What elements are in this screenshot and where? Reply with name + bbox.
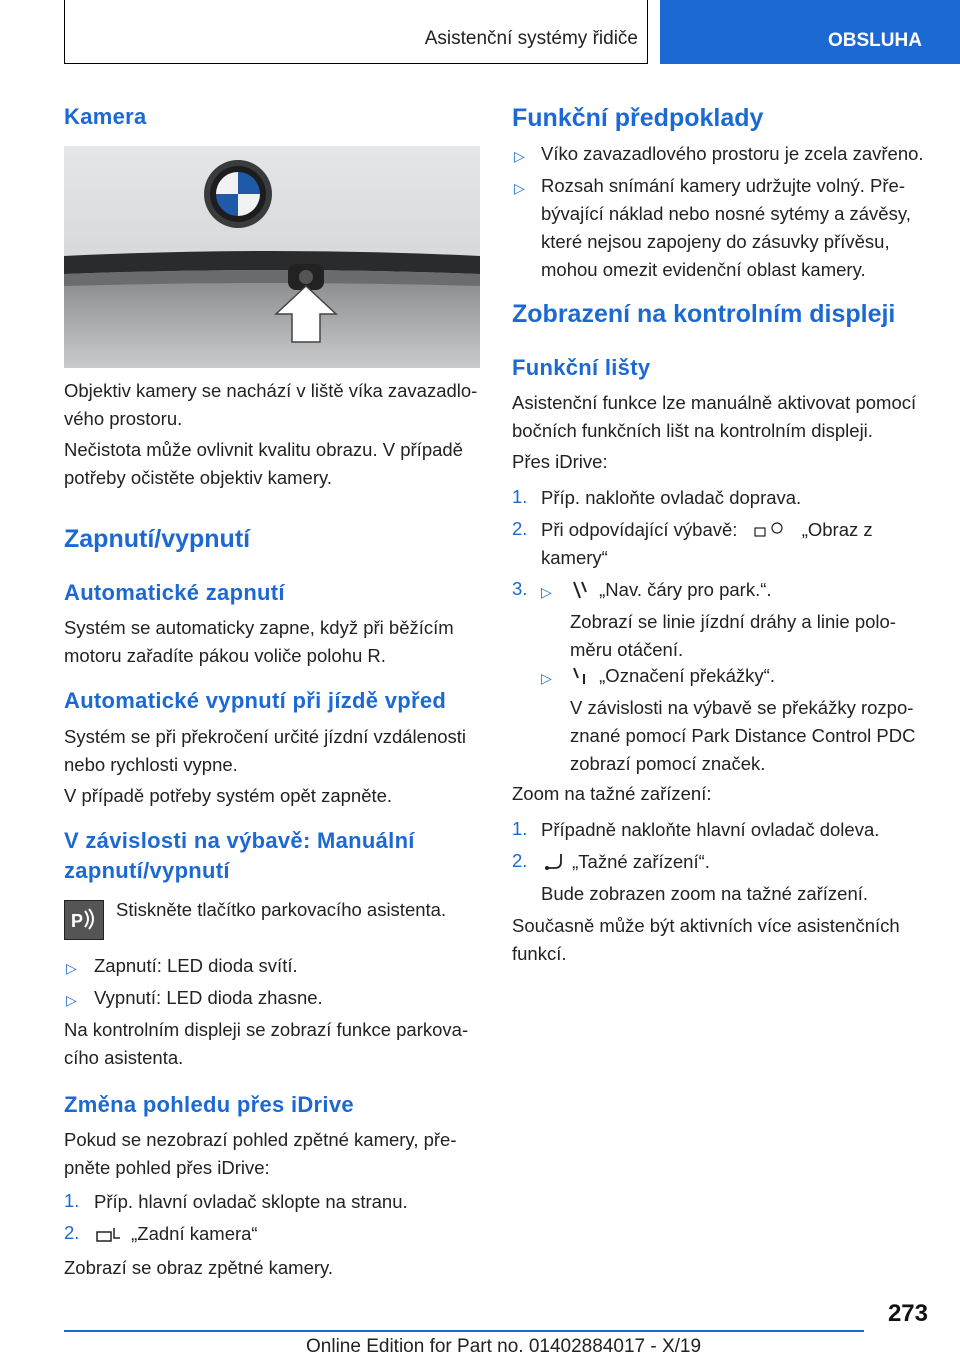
footer-edition: Online Edition for Part no. 01402884017 - X/19: [306, 1336, 702, 1357]
text-multiple-1: Současně může být aktivních více asistenčních: [512, 915, 900, 936]
text-auto-on-1: Systém se automaticky zapne, když při běžícím: [64, 617, 454, 638]
text-display-1: Na kontrolním displeji se zobrazí funkce parkova-: [64, 1019, 469, 1040]
text-zoom-step-2: [541, 848, 710, 876]
text-lid-closed: Víko zavazadlového prostoru je zcela zavřeno.: [541, 143, 924, 164]
heading-zobrazeni: Zobrazení na kontrolním displeji: [512, 300, 896, 328]
heading-kamera: Kamera: [64, 104, 147, 129]
text-result: Zobrazí se obraz zpětné kamery.: [64, 1257, 334, 1278]
chapter-tab-label: OBSLUHA: [828, 30, 922, 51]
step-number: 1.: [512, 818, 528, 839]
bullet-triangle-icon: ▷: [514, 180, 525, 196]
parking-lines-icon: [570, 580, 592, 600]
text-led-on: Zapnutí: LED dioda svítí.: [94, 955, 298, 976]
rear-camera-icon: [96, 1224, 124, 1244]
nav-lines-label: „Nav. čáry pro park.“.: [599, 579, 772, 600]
text-switch-1: Pokud se nezobrazí pohled zpětné kamery, pře-: [64, 1129, 457, 1150]
text-nav-lines-desc-1: Zobrazí se linie jízdní dráhy a linie polo-: [570, 611, 896, 632]
chapter-tab: [660, 0, 960, 64]
step-number: 1.: [512, 486, 528, 507]
text-range-1: Rozsah snímání kamery udržujte volný. Pře-: [541, 175, 905, 196]
text-nav-lines-desc-2: měru otáčení.: [570, 639, 684, 660]
tow-hitch-label: „Tažné zařízení“.: [572, 851, 710, 872]
bullet-triangle-icon: ▷: [541, 584, 552, 600]
heading-auto-vypnuti: Automatické vypnutí při jízdě vpřed: [64, 688, 447, 713]
camera-photo: [64, 146, 480, 368]
text-step-2: [94, 1220, 258, 1248]
text-multiple-2: funkcí.: [512, 943, 567, 964]
text-lens-location-1: Objektiv kamery se nachází v liště víka zavazadlo-: [64, 380, 478, 401]
text-nav-lines: [568, 576, 772, 604]
text-auto-off-1: Systém se při překročení určité jízdní vzdálenosti: [64, 726, 467, 747]
heading-auto-zapnuti: Automatické zapnutí: [64, 580, 285, 605]
text-press-button: Stiskněte tlačítko parkovacího asistenta.: [116, 899, 447, 920]
text-r-step-2: [541, 516, 873, 544]
bullet-triangle-icon: ▷: [66, 992, 77, 1008]
text-r-step-2a: Při odpovídající výbavě:: [541, 519, 738, 540]
text-zoom-hitch: Zoom na tažné zařízení:: [512, 783, 712, 804]
text-step-1: Příp. hlavní ovladač sklopte na stranu.: [94, 1191, 408, 1212]
text-range-2: bývající náklad nebo nosné sytémy a závěsy,: [541, 203, 911, 224]
heading-funkcni: Funkční předpoklady: [512, 104, 764, 132]
heading-lista: Funkční lišty: [512, 355, 651, 380]
text-display-2: cího asistenta.: [64, 1047, 184, 1068]
section-title: Asistenční systémy řidiče: [424, 28, 638, 49]
heading-manual-2: zapnutí/vypnutí: [64, 858, 230, 883]
text-switch-2: pněte pohled přes iDrive:: [64, 1157, 270, 1178]
step-number: 2.: [64, 1222, 80, 1243]
tow-hitch-icon: [543, 852, 565, 872]
heading-zapnuti: Zapnutí/vypnutí: [64, 525, 251, 553]
text-obstacle-desc-2: znané pomocí Park Distance Control PDC: [570, 725, 916, 746]
obstacle-label: „Označení překážky“.: [599, 665, 775, 686]
heading-manual-1: V závislosti na výbavě: Manuální: [64, 828, 415, 853]
text-range-3: které nejsou zapojeny do zásuvky přívěsu,: [541, 231, 890, 252]
text-r-step-2b: „Obraz z: [801, 519, 873, 540]
text-r-step-2c: kamery“: [541, 547, 608, 568]
step-number: 3.: [512, 578, 528, 599]
bullet-triangle-icon: ▷: [514, 148, 525, 164]
step-number: 2.: [512, 518, 528, 539]
text-bars-2: bočních funkčních lišt na kontrolním displeji.: [512, 420, 873, 441]
text-dirt-2: potřeby očistěte objektiv kamery.: [64, 467, 333, 488]
text-obstacle: [568, 662, 775, 690]
text-r-step-1: Příp. nakloňte ovladač doprava.: [541, 487, 802, 508]
page-number: 273: [887, 1300, 928, 1327]
obstacle-marking-icon: [570, 666, 592, 686]
text-lens-location-2: vého prostoru.: [64, 408, 183, 429]
camera-view-icon: [753, 520, 787, 540]
bullet-triangle-icon: ▷: [541, 670, 552, 686]
rear-camera-label: „Zadní kamera“: [131, 1223, 258, 1244]
text-auto-off-2: nebo rychlosti vypne.: [64, 754, 238, 775]
text-auto-on-2: motoru zařadíte pákou voliče polohu R.: [64, 645, 386, 666]
step-number: 2.: [512, 850, 528, 871]
step-number: 1.: [64, 1190, 80, 1211]
bullet-triangle-icon: ▷: [66, 960, 77, 976]
rear-camera-image: [64, 146, 480, 368]
text-led-off: Vypnutí: LED dioda zhasne.: [94, 987, 323, 1008]
text-reenable: V případě potřeby systém opět zapněte.: [64, 785, 393, 806]
text-via-idrive: Přes iDrive:: [512, 451, 608, 472]
park-assist-button-icon: [64, 900, 104, 940]
heading-zmena: Změna pohledu přes iDrive: [64, 1092, 354, 1117]
text-obstacle-desc-1: V závislosti na výbavě se překážky rozpo-: [570, 697, 914, 718]
text-zoom-result: Bude zobrazen zoom na tažné zařízení.: [541, 883, 869, 904]
text-bars-1: Asistenční funkce lze manuálně aktivovat pomocí: [512, 392, 917, 413]
svg-text:P: P: [71, 911, 84, 931]
text-dirt-1: Nečistota může ovlivnit kvalitu obrazu. V případě: [64, 439, 463, 460]
text-range-4: mohou omezit evidenční oblast kamery.: [541, 259, 866, 280]
footer-rule: [64, 1330, 864, 1332]
text-zoom-step-1: Případně nakloňte hlavní ovladač doleva.: [541, 819, 880, 840]
text-obstacle-desc-3: zobrazí pomocí značek.: [570, 753, 766, 774]
